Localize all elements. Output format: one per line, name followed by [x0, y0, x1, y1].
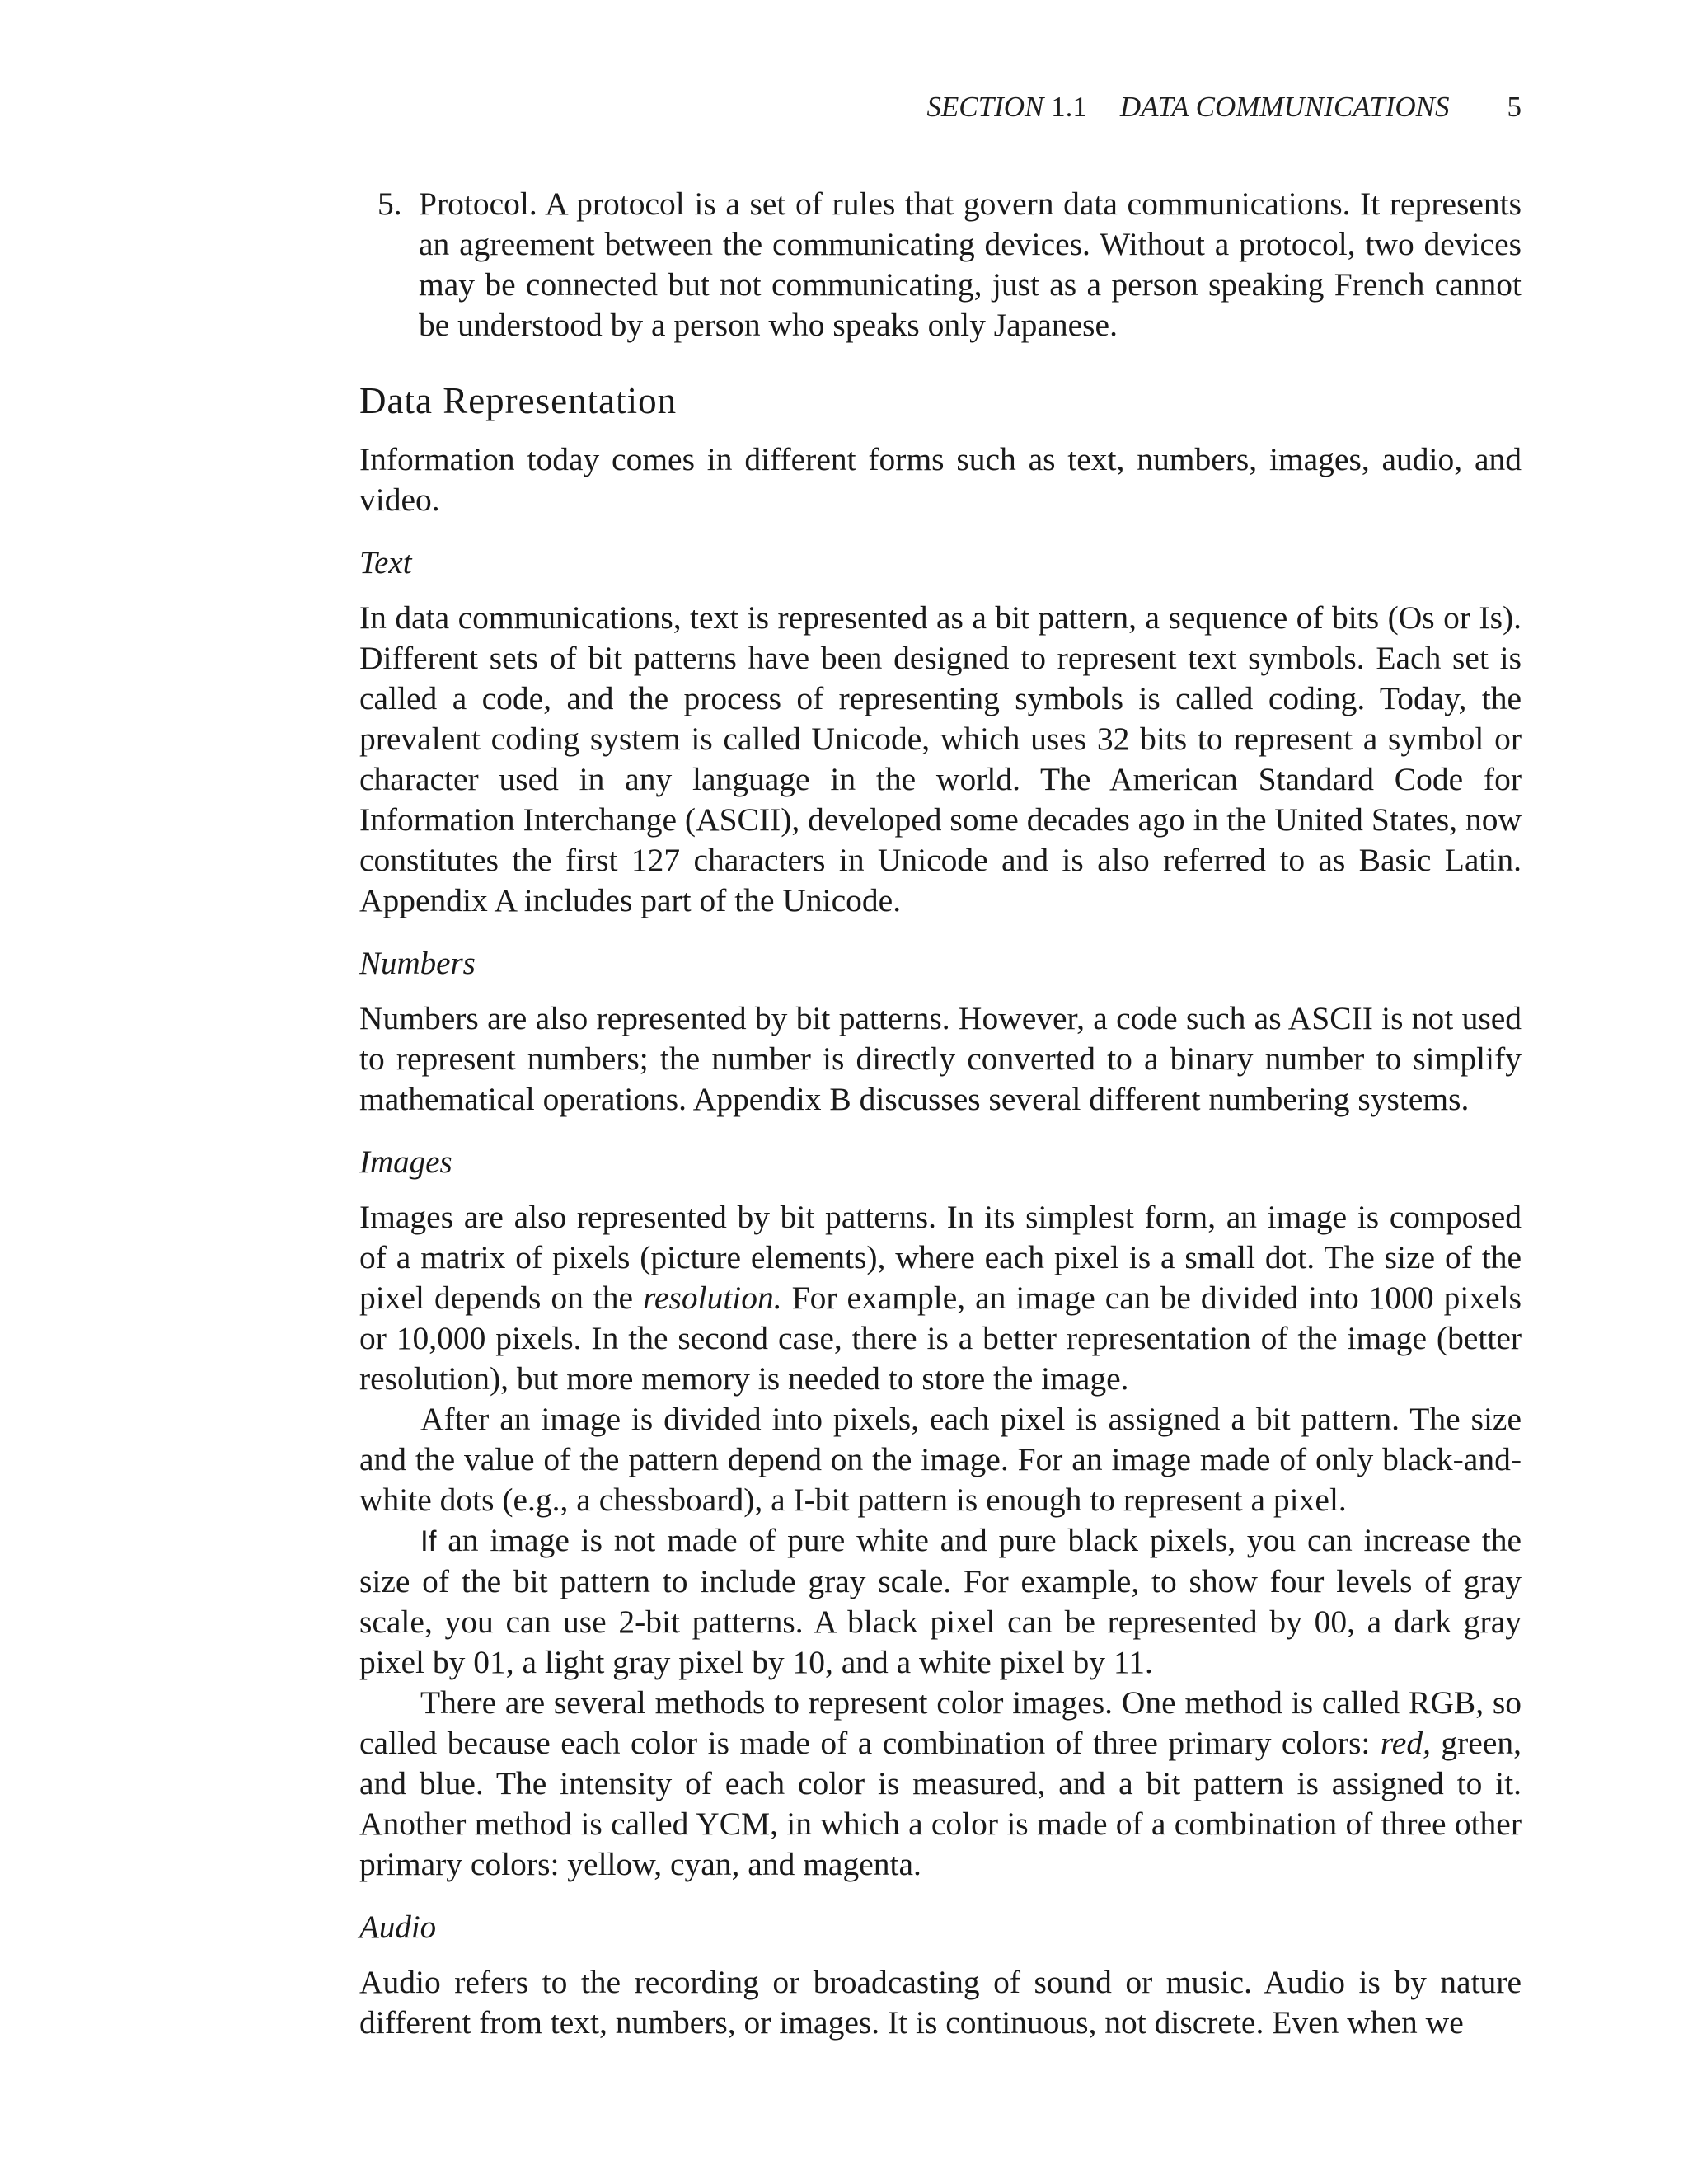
list-item-number: 5. — [377, 186, 402, 222]
running-head-chapter-title: DATA COMMUNICATIONS — [1119, 91, 1450, 123]
running-head — [926, 91, 1522, 124]
running-head-section-number: 1.1 — [1051, 91, 1087, 123]
red-emphasis: red, — [1380, 1725, 1431, 1761]
images-p1-text-a: Images are also represented by bit patterns. In its simplest form, an image is composed of a matrix of pixels (picture elements), where each pixel is a small dot. The size of the pixel depends on the — [359, 1199, 1522, 1316]
images-p4-text-b: green, and blue. The intensity of each color is measured, and a bit pattern is assigned to it. Another method is called YCM, in which a color is made of a combination of three other primary colors: yellow, cyan, and magenta. — [359, 1725, 1522, 1882]
images-paragraph-4 — [359, 1683, 1522, 1885]
running-head-section-word: SECTION — [926, 91, 1044, 123]
text-subheading: Text — [359, 545, 412, 580]
text-paragraph: In data communications, text is represented as a bit pattern, a sequence of bits (Os or Is). Different sets of bit patterns have been designed to represent text symbols. Each set is called a code, and the process of representing symbols is called coding. Today, the prevalent coding system is called Unicode, which uses 32 bits to represent a symbol or character used in any language in the world. The American Standard Code for Information Interchange (ASCII), developed some decades ago in the United States, now constitutes the first 127 characters in Unicode and is also referred to as Basic Latin. Appendix A includes part of the Unicode. — [359, 599, 1522, 918]
images-paragraph-2: After an image is divided into pixels, each pixel is assigned a bit pattern. The size and the value of the pattern depend on the image. For an image made of only black-and-white dots (e.g., a chessboard), a I-bit pattern is enough to represent a pixel. — [359, 1401, 1522, 1518]
section-intro: Information today comes in different forms such as text, numbers, images, audio, and video. — [359, 441, 1522, 518]
images-subheading: Images — [359, 1144, 452, 1180]
protocol-list-item — [359, 184, 1522, 345]
images-p4-text-a: There are several methods to represent color images. One method is called RGB, so called because each color is made of a combination of three primary colors: — [359, 1684, 1522, 1761]
images-p1-text-b: For example, an image can be divided into 1000 pixels or 10,000 pixels. In the second case, there is a better representation of the image (better resolution), but more memory is needed to store the image. — [359, 1280, 1522, 1397]
images-paragraph-1 — [359, 1197, 1522, 1399]
images-paragraph-3 — [359, 1520, 1522, 1683]
resolution-emphasis: resolution. — [643, 1280, 782, 1316]
page-number: 5 — [1507, 91, 1522, 123]
images-p3-lead: If — [420, 1525, 437, 1557]
numbers-subheading: Numbers — [359, 946, 476, 981]
numbers-paragraph: Numbers are also represented by bit patterns. However, a code such as ASCII is not used to represent numbers; the number is directly converted to a binary number to simplify mathematical operations. Appendix B discusses several different numbering systems. — [359, 1000, 1522, 1117]
audio-subheading: Audio — [359, 1909, 437, 1945]
audio-paragraph: Audio refers to the recording or broadcasting of sound or music. Audio is by nature different from text, numbers, or images. It is continuous, not discrete. Even when we — [359, 1964, 1522, 2041]
section-heading: Data Representation — [359, 380, 678, 421]
protocol-text: Protocol. A protocol is a set of rules that govern data communications. It represents an agreement between the communicating devices. Without a protocol, two devices may be connected but not communicating, just as a person speaking French cannot be understood by a person who speaks only Japanese. — [419, 186, 1522, 343]
images-p3-text: an image is not made of pure white and pure black pixels, you can increase the size of the bit pattern to include gray scale. For example, to show four levels of gray scale, you can use 2-bit patterns. A black pixel can be represented by 00, a dark gray pixel by 01, a light gray pixel by 10, and a white pixel by 11. — [359, 1522, 1522, 1680]
page-body — [359, 184, 1522, 2043]
